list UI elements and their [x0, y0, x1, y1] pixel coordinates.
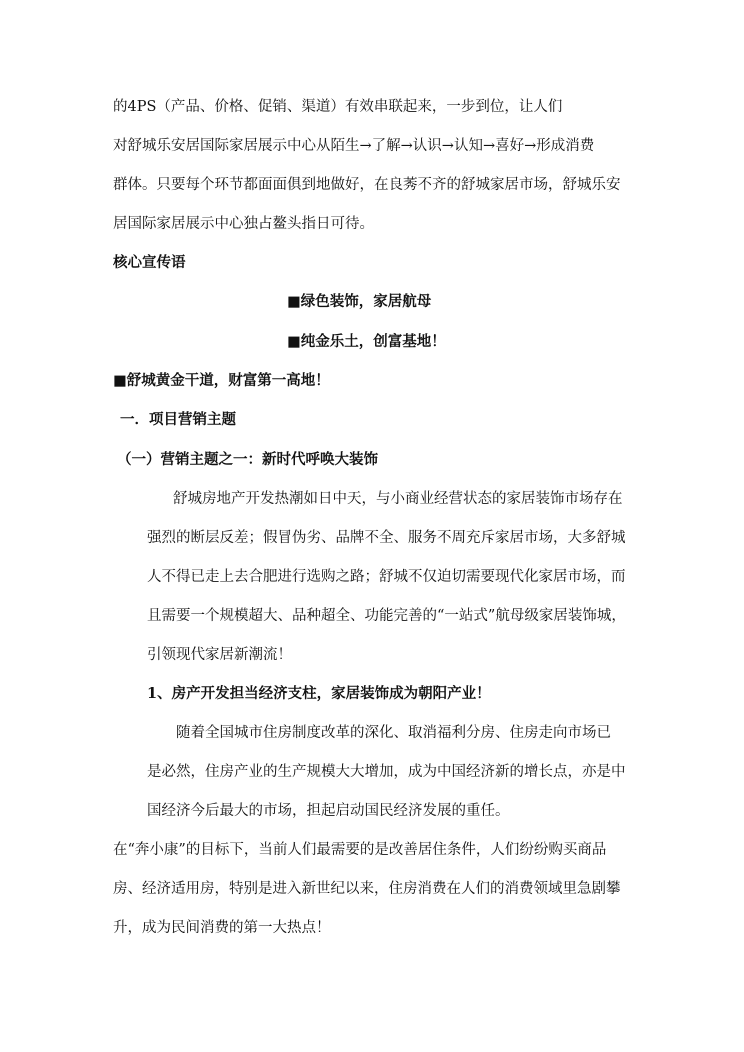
slogan-3: ■舒城黄金干道，财富第一高地！: [113, 372, 330, 389]
paragraph-1-line-5: 引领现代家居新潮流！: [147, 647, 292, 663]
paragraph-2-line-3: 国经济今后最大的市场，担起启动国民经济发展的重任。: [147, 803, 510, 819]
point-1-title: 1、房产开发担当经济支柱，家居装饰成为朝阳产业！: [147, 685, 491, 702]
section-title: 一．项目营销主题: [120, 411, 236, 428]
paragraph-2-line-1: 随着全国城市住房制度改革的深化、取消福利分房、住房走向市场已: [176, 725, 611, 741]
paragraph-3-line-2: 房、经济适用房，特别是进入新世纪以来，住房消费在人们的消费领域里急剧攀: [113, 881, 621, 897]
paragraph-1-line-2: 强烈的断层反差；假冒伪劣、品牌不全、服务不周充斥家居市场，大多舒城: [147, 530, 626, 546]
subsection-title: （一）营销主题之一：新时代呼唤大装饰: [117, 451, 378, 468]
intro-line-3: 群体。只要每个环节都面面俱到地做好，在良莠不齐的舒城家居市场，舒城乐安: [113, 177, 621, 193]
slogan-2: ■纯金乐土，创富基地！: [287, 333, 446, 350]
paragraph-1-line-1: 舒城房地产开发热潮如日中天，与小商业经营状态的家居装饰市场存在: [173, 491, 623, 507]
intro-line-1: 的4PS（产品、价格、促销、渠道）有效串联起来，一步到位，让人们: [113, 99, 563, 115]
paragraph-1-line-4: 且需要一个规模超大、品种超全、功能完善的“一站式”航母级家居装饰城，: [147, 608, 626, 624]
intro-line-2: 对舒城乐安居国际家居展示中心从陌生→了解→认识→认知→喜好→形成消费: [113, 138, 595, 154]
paragraph-3-line-3: 升，成为民间消费的第一大热点！: [113, 920, 331, 936]
slogan-heading: 核心宣传语: [113, 254, 186, 271]
paragraph-2-line-2: 是必然，住房产业的生产规模大大增加，成为中国经济新的增长点，亦是中: [147, 764, 626, 780]
intro-line-4: 居国际家居展示中心独占鳌头指日可待。: [113, 216, 374, 232]
paragraph-3-line-1: 在“奔小康”的目标下，当前人们最需要的是改善居住条件，人们纷纷购买商品: [113, 842, 607, 858]
slogan-1: ■绿色装饰，家居航母: [287, 293, 432, 310]
paragraph-1-line-3: 人不得已走上去合肥进行选购之路；舒城不仅迫切需要现代化家居市场，而: [147, 569, 626, 585]
